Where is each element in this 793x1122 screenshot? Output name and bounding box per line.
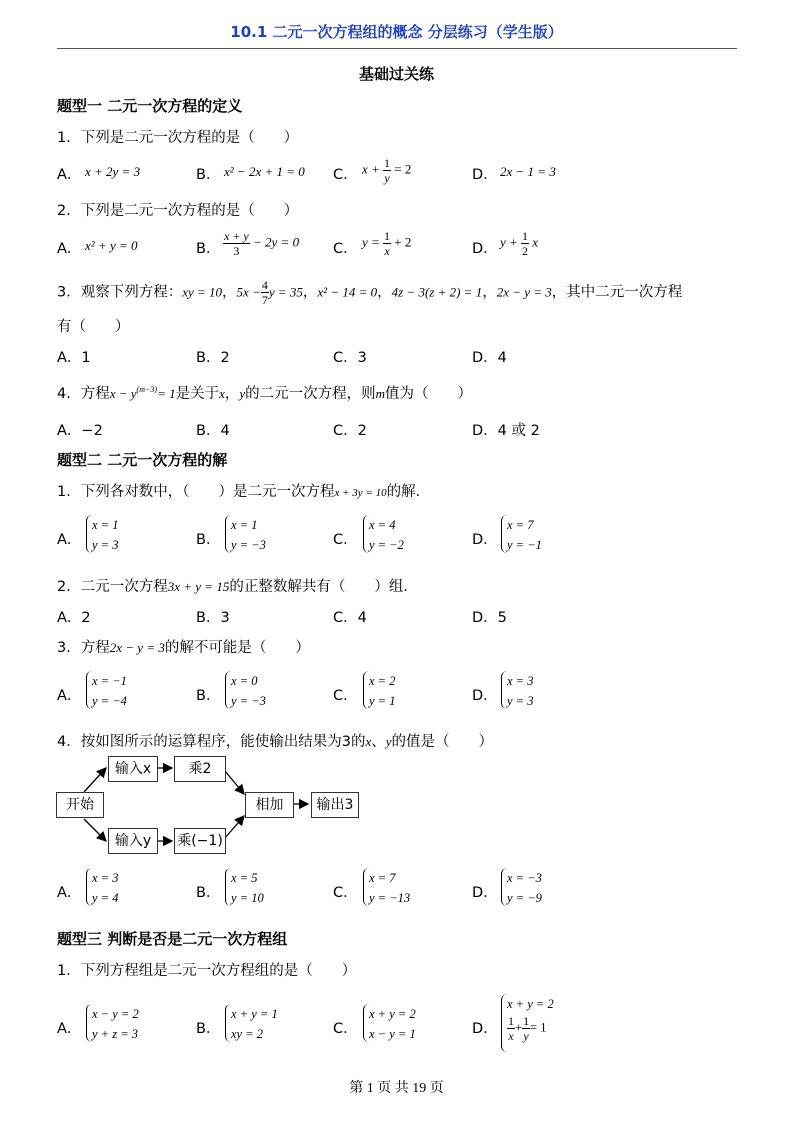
flow-add: 相加	[245, 792, 294, 818]
flow-multiply-neg1: 乘(−1)	[174, 828, 226, 854]
t2-q3-stem: 3．方程2x − y = 3的解不可能是（ ）	[57, 640, 310, 656]
option-c: C．3	[333, 350, 367, 366]
option-a-label: A．	[57, 885, 82, 901]
flow-output: 输出3	[311, 792, 359, 818]
option-d: D．4 或 2	[472, 423, 540, 439]
option-c-expr: y = $\frac{1}{x}$ + 2	[362, 229, 412, 258]
option-a-expr: x² + y = 0	[85, 238, 138, 253]
t1-q3-stem-cont: 有（ ）	[57, 319, 130, 335]
option-c-label: C．	[333, 1021, 358, 1037]
option-b: B．4	[196, 423, 230, 439]
option-c-expr: x + $\frac{1}{y}$ = 2	[362, 156, 412, 185]
option-a-system: x = 3 y = 4	[86, 868, 118, 908]
flow-multiply-2: 乘2	[174, 756, 226, 782]
t1-q2-stem: 2．下列是二元一次方程的是（ ）	[57, 203, 299, 219]
type2-title: 题型二 二元一次方程的解	[57, 451, 228, 469]
flow-input-x: 输入x	[108, 756, 158, 782]
option-b-label: B．	[196, 1021, 221, 1037]
t1-q1-stem: 1．下列是二元一次方程的是（ ）	[57, 130, 299, 146]
option-d: D．5	[472, 610, 507, 626]
option-b-system: x + y = 1 xy = 2	[225, 1004, 278, 1044]
option-b-system: x = 1 y = −3	[225, 515, 266, 555]
type3-title: 题型三 判断是否是二元一次方程组	[57, 930, 288, 948]
type1-title: 题型一 二元一次方程的定义	[57, 97, 243, 115]
option-c: C．4	[333, 610, 367, 626]
option-a: A．2	[57, 610, 91, 626]
option-d-expr: 2x − 1 = 3	[500, 164, 556, 179]
option-d-system: x = −3 y = −9	[501, 868, 542, 908]
option-a-system: x = −1 y = −4	[86, 671, 127, 711]
option-c-system: x = 7 y = −13	[363, 868, 410, 908]
t2-q1-stem: 1．下列各对数中，（ ）是二元一次方程x + 3y = 10的解．	[57, 484, 431, 500]
option-a-system: x = 1 y = 3	[86, 515, 118, 555]
option-a-label: A．	[57, 167, 82, 183]
option-a-expr: x + 2y = 3	[85, 164, 141, 179]
option-a-label: A．	[57, 532, 82, 548]
option-d-system: x + y = 2 $\frac{1}{x}$ + $\frac{1}{y}$ = 1	[501, 994, 554, 1043]
option-b-expr: $\frac{x + y}{3}$ − 2y = 0	[224, 229, 300, 258]
option-b-label: B．	[196, 167, 221, 183]
option-d-label: D．	[472, 885, 498, 901]
option-c-system: x = 2 y = 1	[363, 671, 395, 711]
t1-q4-stem: 4．方程$x - y^{(m-3)}= 1$是关于x，y的二元一次方程，则m值为（ ）	[57, 385, 473, 402]
option-c-label: C．	[333, 532, 358, 548]
option-b-label: B．	[196, 241, 221, 257]
option-b-expr: x² − 2x + 1 = 0	[224, 164, 305, 179]
option-d: D．4	[472, 350, 507, 366]
option-b-label: B．	[196, 885, 221, 901]
option-c-label: C．	[333, 167, 358, 183]
option-a-label: A．	[57, 241, 82, 257]
option-b: B．2	[196, 350, 230, 366]
option-d-label: D．	[472, 167, 498, 183]
option-a-label: A．	[57, 688, 82, 704]
option-c-system: x + y = 2 x − y = 1	[363, 1004, 416, 1044]
option-b-system: x = 5 y = 10	[225, 868, 264, 908]
option-d-label: D．	[472, 1021, 498, 1037]
page-footer: 第 1 页 共 19 页	[349, 1081, 444, 1096]
header-divider	[57, 48, 737, 49]
option-a: A．−2	[57, 423, 103, 439]
option-c-label: C．	[333, 688, 358, 704]
option-d-system: x = 3 y = 3	[501, 671, 533, 711]
t2-q2-stem: 2．二元一次方程3x + y = 15的正整数解共有（ ）组．	[57, 579, 418, 595]
option-c-label: C．	[333, 241, 358, 257]
flow-start: 开始	[56, 792, 104, 818]
option-d-label: D．	[472, 688, 498, 704]
option-a-label: A．	[57, 1021, 82, 1037]
t1-q3-stem: 3．观察下列方程：xy = 10，5x − $\frac{4}{7}$ y = 35，x² − 14 = 0，4z − 3(z + 2) = 1，2x − y = 3，其中二元一次方程	[57, 278, 683, 307]
option-a: A．1	[57, 350, 91, 366]
option-d-label: D．	[472, 532, 498, 548]
option-c-label: C．	[333, 885, 358, 901]
option-d-system: x = 7 y = −1	[501, 515, 542, 555]
option-d-expr: y + $\frac{1}{2}$ x	[500, 229, 539, 258]
section-title: 基础过关练	[358, 65, 434, 83]
option-b-label: B．	[196, 688, 221, 704]
option-a-system: x − y = 2 y + z = 3	[86, 1004, 139, 1044]
option-c: C．2	[333, 423, 367, 439]
option-d-label: D．	[472, 241, 498, 257]
t3-q1-stem: 1．下列方程组是二元一次方程组的是（ ）	[57, 963, 357, 979]
option-c-system: x = 4 y = −2	[363, 515, 404, 555]
option-b-label: B．	[196, 532, 221, 548]
document-header: 10.1 二元一次方程组的概念 分层练习（学生版）	[230, 23, 563, 41]
option-b-system: x = 0 y = −3	[225, 671, 266, 711]
flow-input-y: 输入y	[108, 828, 158, 854]
t2-q4-stem: 4．按如图所示的运算程序，能使输出结果为3的x、y的值是（ ）	[57, 734, 494, 750]
option-b: B．3	[196, 610, 230, 626]
